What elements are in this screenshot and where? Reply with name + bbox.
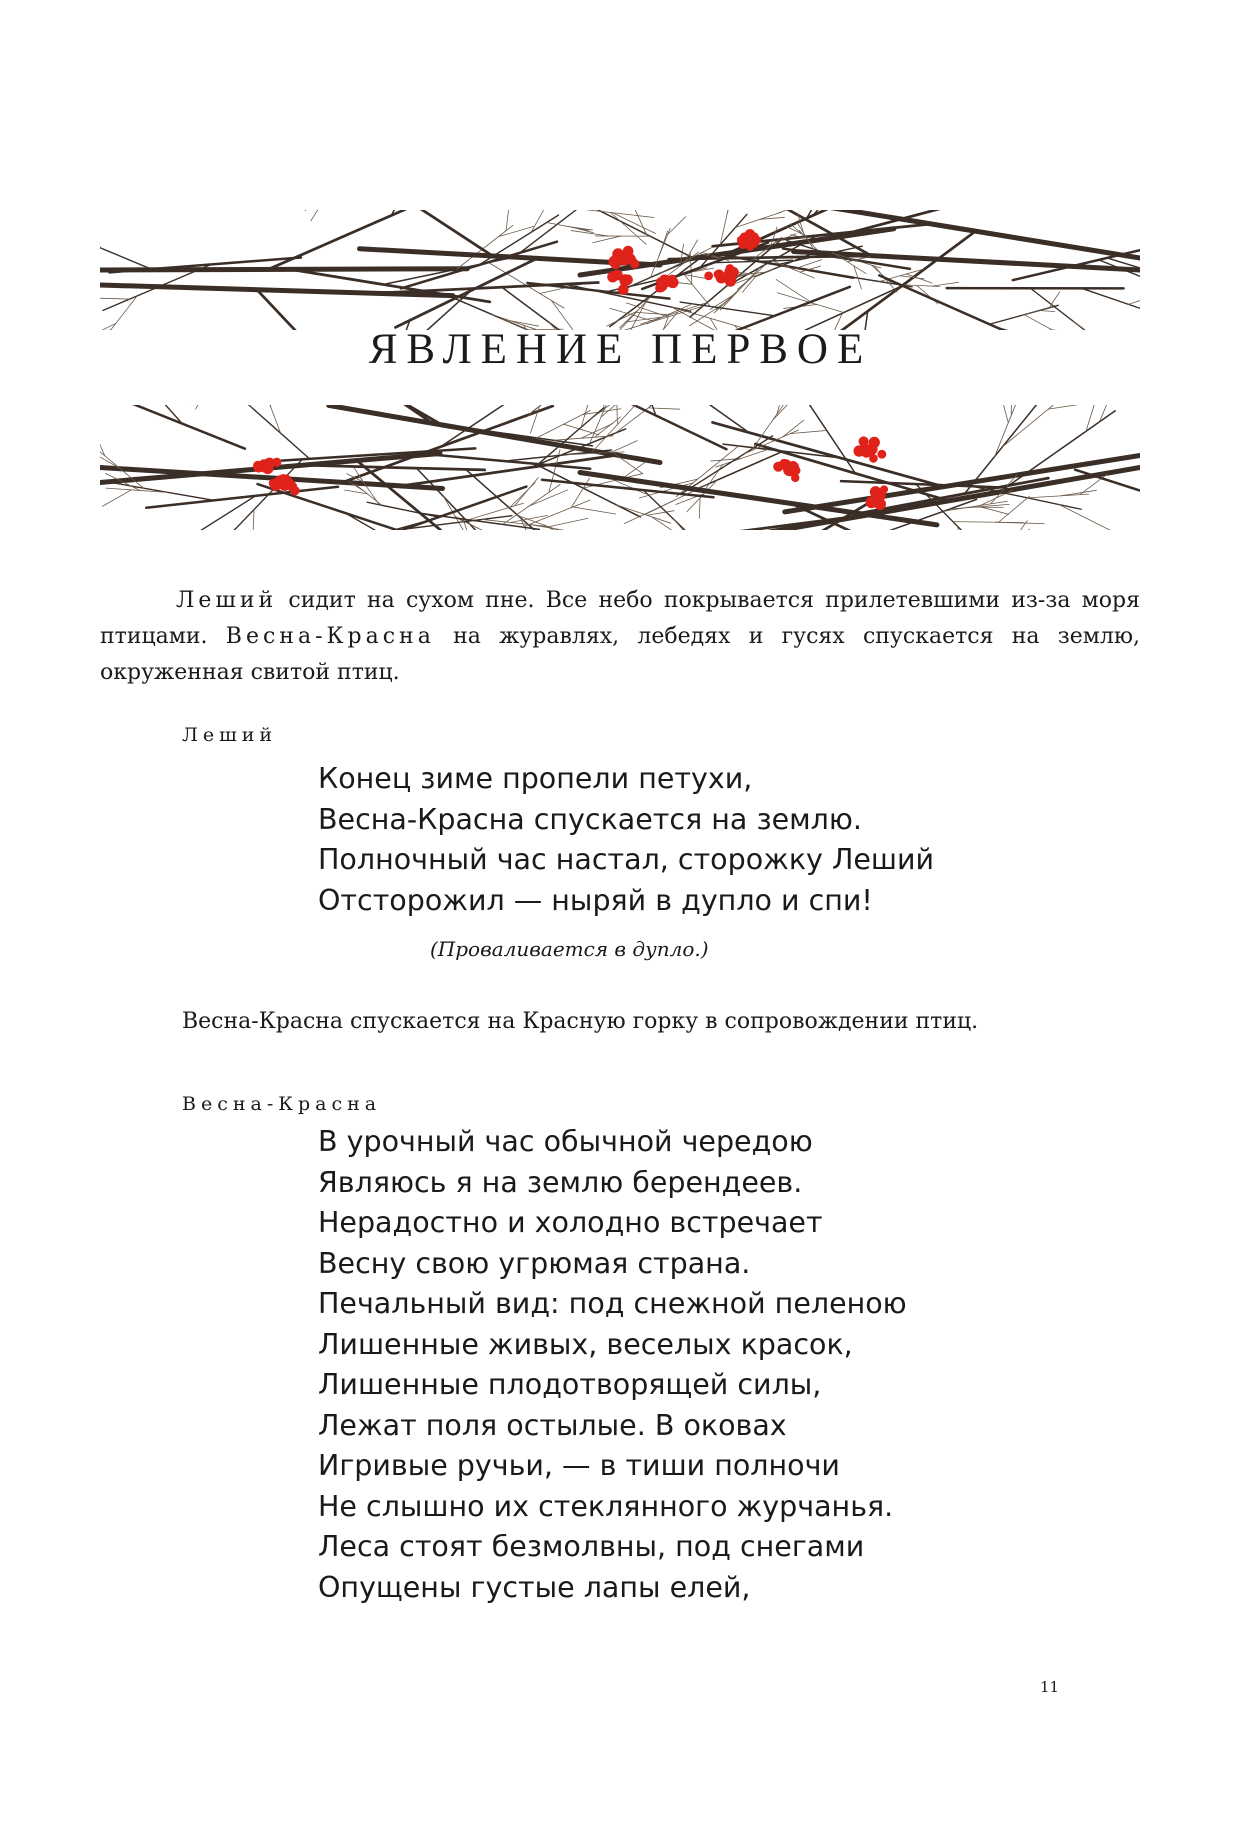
twig-stroke bbox=[593, 236, 621, 243]
verse-line: Отсторожил — ныряй в дупло и спи! bbox=[318, 883, 873, 917]
verse-line: Лишенные живых, веселых красок, bbox=[318, 1327, 853, 1361]
rowan-berry-cluster bbox=[864, 447, 872, 455]
twig-stroke bbox=[498, 226, 533, 236]
twig-stroke bbox=[1040, 311, 1055, 312]
verse-line: Лежат поля остылые. В оковах bbox=[318, 1408, 787, 1442]
twig-stroke bbox=[215, 405, 252, 408]
stage-character-name: Леший bbox=[176, 588, 278, 613]
branch-stroke bbox=[100, 405, 245, 449]
stage-character-name: Весна-Красна bbox=[225, 624, 435, 649]
verse-line: Не слышно их стеклянного журчанья. bbox=[318, 1489, 894, 1523]
twig-stroke bbox=[635, 312, 668, 314]
twig-stroke bbox=[776, 279, 812, 303]
branch-stroke bbox=[257, 290, 394, 330]
verse-line: Нерадостно и холодно встречает bbox=[318, 1206, 823, 1239]
verse-block-leshy bbox=[318, 759, 1118, 921]
stage-text: сидит на сухом пне. Все небо покрывается прилетевшими из-за моря птицами. bbox=[100, 588, 1140, 649]
rowan-berry-cluster bbox=[859, 436, 869, 446]
twig-stroke bbox=[793, 260, 822, 270]
twig-stroke bbox=[571, 231, 608, 236]
rowan-berry-cluster bbox=[789, 461, 797, 469]
twig-stroke bbox=[995, 405, 1023, 456]
twig-stroke bbox=[668, 217, 686, 235]
rowan-berry-cluster bbox=[657, 281, 667, 291]
twig-stroke bbox=[258, 405, 281, 433]
branch-stroke bbox=[100, 223, 151, 269]
verse-line: В урочный час обычной чередою bbox=[318, 1125, 813, 1158]
twig-stroke bbox=[999, 496, 1030, 522]
rowan-berry-cluster bbox=[277, 475, 286, 484]
page-number: 11 bbox=[1040, 1678, 1060, 1696]
branch-stroke bbox=[238, 405, 309, 459]
verse-line: Весну свою угрюмая страна. bbox=[318, 1246, 751, 1280]
stage-direction-opening bbox=[100, 583, 1140, 691]
verse-line: Леса стоят безмолвны, под снегами bbox=[318, 1530, 865, 1563]
speaker-name-vesna: Весна-Красна bbox=[182, 1093, 382, 1115]
rowan-berry-cluster bbox=[725, 275, 736, 286]
twig-stroke bbox=[1128, 281, 1140, 304]
verse-block-vesna bbox=[318, 1122, 1118, 1608]
rowan-berry-cluster bbox=[704, 272, 713, 281]
twig-stroke bbox=[674, 519, 708, 530]
rowan-berry-cluster bbox=[621, 274, 630, 283]
twig-stroke bbox=[573, 507, 616, 514]
twig-stroke bbox=[932, 282, 959, 286]
rowan-berry-cluster bbox=[253, 461, 263, 471]
rowan-berry-cluster bbox=[745, 229, 756, 240]
twig-stroke bbox=[944, 501, 1007, 511]
verse-line: Являюсь я на землю берендеев. bbox=[318, 1165, 803, 1199]
twig-stroke bbox=[699, 498, 700, 518]
verse-line: Игривые ручьи, — в тиши полночи bbox=[318, 1449, 840, 1482]
rowan-berry-cluster bbox=[738, 237, 746, 245]
twig-stroke bbox=[549, 518, 588, 526]
branch-stroke bbox=[303, 465, 485, 470]
twig-stroke bbox=[578, 210, 655, 217]
stage-aside: (Проваливается в дупло.) bbox=[430, 937, 709, 961]
twig-stroke bbox=[727, 210, 733, 214]
twig-stroke bbox=[616, 405, 617, 424]
scene-heading: ЯВЛЕНИЕ ПЕРВОЕ bbox=[368, 326, 873, 373]
branch-stroke bbox=[111, 482, 214, 500]
branch-stroke bbox=[594, 210, 695, 259]
twig-stroke bbox=[102, 490, 131, 506]
rowan-berry-cluster bbox=[287, 481, 297, 491]
speaker-name-leshy: Леший bbox=[182, 724, 278, 746]
stage-direction-descent: Весна-Красна спускается на Красную горку в сопровождении птиц. bbox=[182, 1009, 979, 1034]
twig-stroke bbox=[773, 405, 796, 420]
branch-stroke bbox=[527, 283, 669, 299]
branch-ornament-bottom bbox=[100, 405, 1140, 530]
twig-stroke bbox=[100, 210, 102, 248]
twig-stroke bbox=[651, 517, 678, 530]
rowan-berry-cluster bbox=[272, 458, 281, 467]
branch-ornament-top bbox=[100, 210, 1140, 330]
branch-stroke bbox=[268, 210, 457, 269]
verse-line: Весна-Красна спускается на землю. bbox=[318, 802, 862, 836]
branch-stroke bbox=[367, 502, 439, 517]
twig-stroke bbox=[595, 417, 621, 437]
twig-stroke bbox=[613, 213, 656, 234]
twig-stroke bbox=[611, 441, 637, 453]
verse-line: Лишенные плодотворящей силы, bbox=[318, 1368, 822, 1401]
verse-line: Конец зиме пропели петухи, bbox=[318, 762, 753, 795]
twig-stroke bbox=[100, 424, 105, 456]
twig-stroke bbox=[1048, 405, 1087, 409]
twig-stroke bbox=[196, 405, 215, 409]
verse-line: Печальный вид: под снежной пеленою bbox=[318, 1287, 907, 1320]
rowan-berry-cluster bbox=[791, 474, 799, 482]
stage-text: на журавлях, лебедях и гусях спускается на землю, окруженная свитой птиц. bbox=[100, 624, 1140, 685]
branch-stroke bbox=[879, 275, 1008, 330]
twig-stroke bbox=[100, 297, 130, 299]
verse-line: Полночный час настал, сторожку Леший bbox=[318, 843, 935, 876]
twig-stroke bbox=[790, 224, 804, 236]
branch-stroke bbox=[785, 456, 1140, 512]
rowan-berry-cluster bbox=[607, 272, 618, 283]
rowan-berry-cluster bbox=[877, 450, 886, 459]
twig-stroke bbox=[1006, 529, 1030, 530]
rowan-berry-cluster bbox=[853, 445, 864, 456]
verse-line: Опущены густые лапы елей, bbox=[318, 1570, 751, 1604]
rowan-berry-cluster bbox=[612, 248, 624, 260]
branch-stroke bbox=[343, 406, 553, 482]
rowan-berry-cluster bbox=[880, 485, 888, 493]
twig-stroke bbox=[1002, 405, 1067, 447]
rowan-berry-cluster bbox=[630, 259, 639, 268]
twig-stroke bbox=[311, 210, 328, 221]
twig-stroke bbox=[782, 420, 803, 437]
twig-stroke bbox=[502, 405, 554, 406]
rowan-berry-cluster bbox=[610, 259, 620, 269]
rowan-berry-cluster bbox=[874, 498, 886, 510]
twig-stroke bbox=[1059, 505, 1128, 530]
twig-stroke bbox=[610, 212, 646, 244]
branch-stroke bbox=[1082, 288, 1140, 328]
twig-stroke bbox=[607, 311, 638, 326]
twig-stroke bbox=[305, 210, 327, 211]
rowan-berry-cluster bbox=[869, 437, 880, 448]
twig-stroke bbox=[980, 507, 1009, 515]
twig-stroke bbox=[510, 515, 547, 522]
twig-stroke bbox=[999, 405, 1009, 423]
twig-stroke bbox=[345, 490, 368, 494]
